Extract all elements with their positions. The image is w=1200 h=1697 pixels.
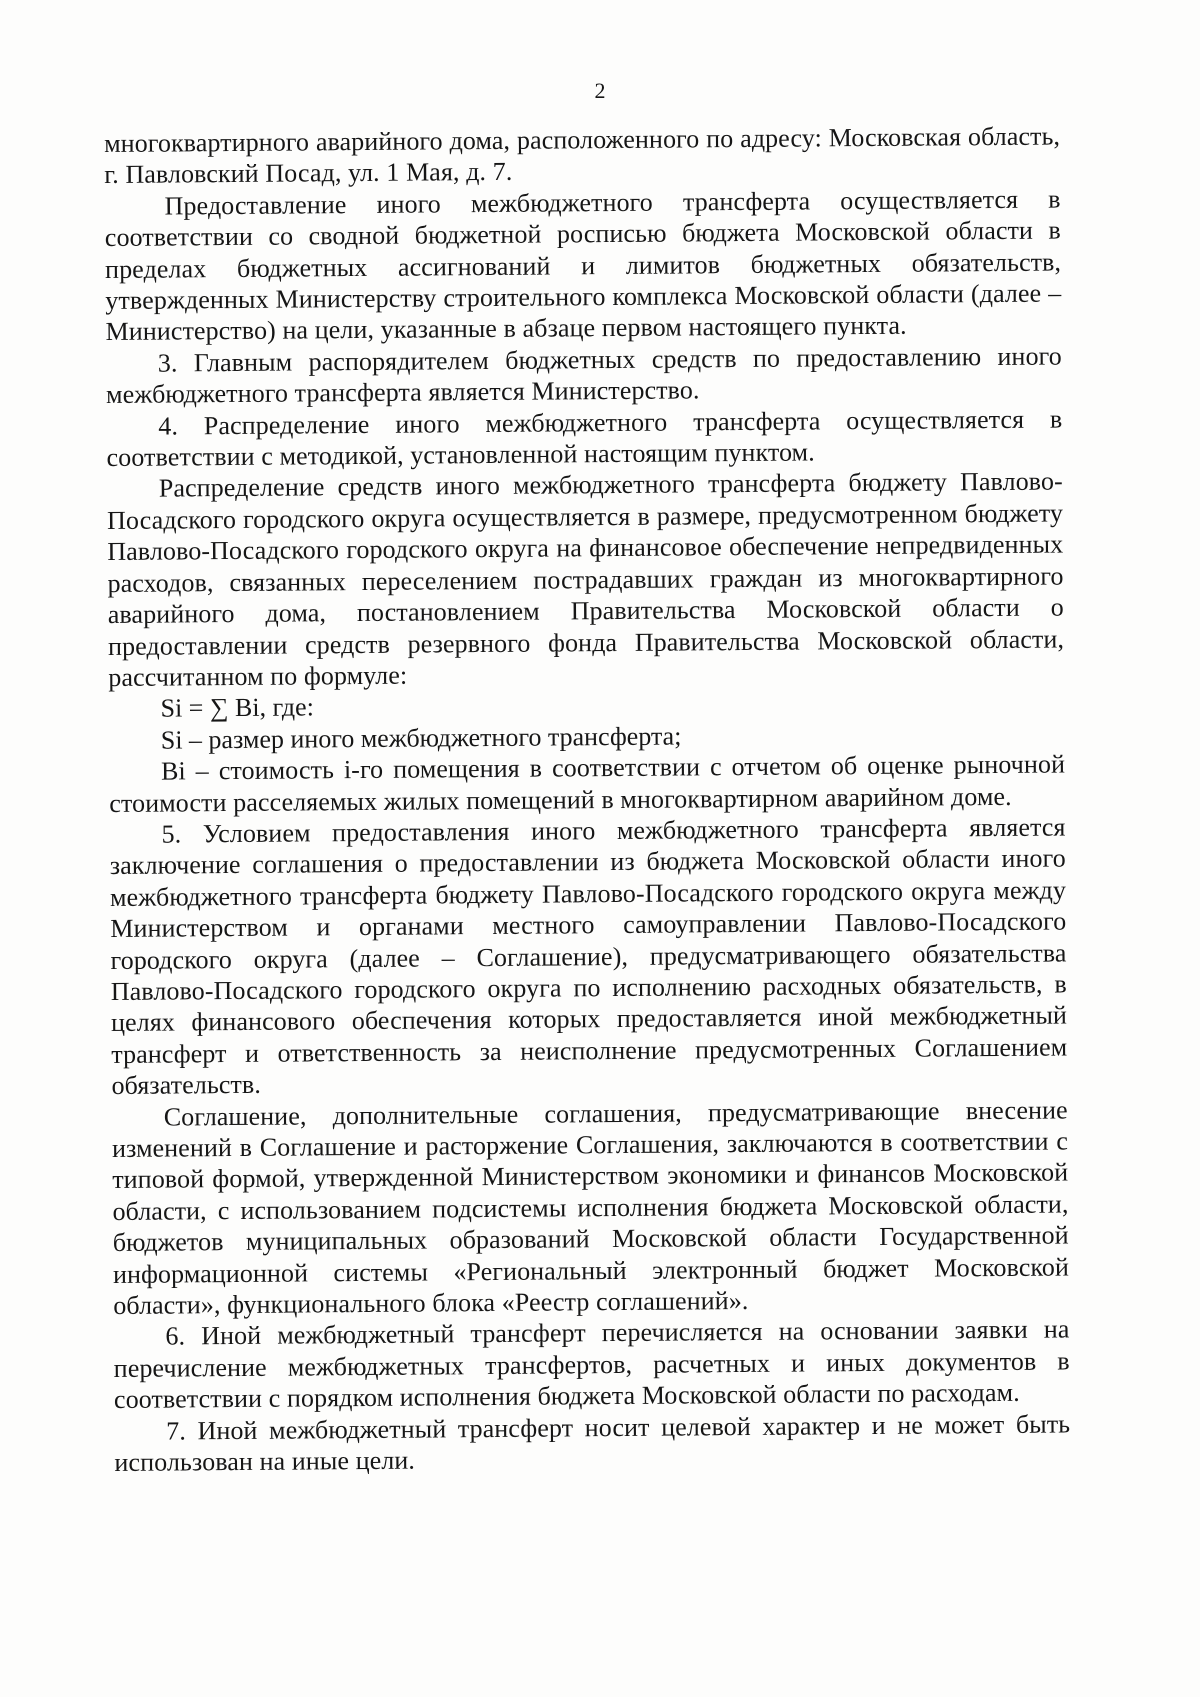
formula-si-definition: Si – размер иного межбюджетного трансферта; <box>160 721 682 755</box>
paragraph-item-6: 6. Иной межбюджетный трансферт перечисляется на основании заявки на перечисление межбюджетных трансфертов, расчетных и иных документов в соответствии с порядком исполнения бюджета Московской области по расходам. <box>113 1314 1070 1415</box>
page-number: 2 <box>594 78 606 103</box>
paragraph-transfer-provision: Предоставление иного межбюджетного трансферта осуществляется в соответствии со сводной бюджетной росписью бюджета Московской области в пределах бюджетных ассигнований и лимитов бюджетных обязательств, утвержденных Министерству строительного комплекса Московской области (далее – Министерство) на цели, указанные в абзаце первом настоящего пункта. <box>104 184 1062 347</box>
paragraph-item-4: 4. Распределение иного межбюджетного трансферта осуществляется в соответствии с методикой, установленной настоящим пунктом. <box>106 404 1063 473</box>
paragraph-item-5: 5. Условием предоставления иного межбюджетного трансферта является заключение соглашения о предоставлении из бюджета Московской области иного межбюджетного трансферта бюджету Павлово-Посадского городского округа между Министерством и органами местного самоуправлении Павлово-Посадского городского округа (далее – Соглашение), предусматривающего обязательства Павлово-Посадского городского округа по исполнению расходных обязательств, в целях финансового обеспечения которых предоставляется иной межбюджетный трансферт и ответственность за неисполнение предусмотренных Соглашением обязательств. <box>109 812 1068 1101</box>
paragraph-address-continuation: многоквартирного аварийного дома, расположенного по адресу: Московская область, г. Павловский Посад, ул. 1 Мая, д. 7. <box>104 121 1061 190</box>
paragraph-item-7: 7. Иной межбюджетный трансферт носит целевой характер и не может быть использован на иные цели. <box>114 1409 1071 1478</box>
paragraph-agreement-form: Соглашение, дополнительные соглашения, предусматривающие внесение изменений в Соглашение и расторжение Соглашения, заключаются в соответствии с типовой формой, утвержденной Министерством экономики и финансов Московской области, с использованием подсистемы исполнения бюджета Московской области, бюджетов муниципальных образований Московской области Государственной информационной системы «Региональный электронный бюджет Московской области», функционального блока «Реестр соглашений». <box>111 1095 1070 1320</box>
document-body <box>104 120 1071 1478</box>
formula-expression: Si = ∑ Bi, где: <box>160 692 314 723</box>
paragraph-item-3: 3. Главным распорядителем бюджетных средств по предоставлению иного межбюджетного трансферта является Министерство. <box>105 341 1062 410</box>
paragraph-distribution-method: Распределение средств иного межбюджетного трансферта бюджету Павлово-Посадского городского округа осуществляется в размере, предусмотренном бюджету Павлово-Посадского городского округа на финансовое обеспечение непредвиденных расходов, связанных переселением пострадавших граждан из многоквартирного аварийного дома, постановлением Правительства Московской области о предоставлении средств резервного фонда Правительства Московской области, рассчитанном по формуле: <box>106 466 1065 692</box>
formula-bi-definition: Bi – стоимость i-го помещения в соответствии с отчетом об оценке рыночной стоимости расселяемых жилых помещений в многоквартирном аварийном доме. <box>109 749 1066 818</box>
